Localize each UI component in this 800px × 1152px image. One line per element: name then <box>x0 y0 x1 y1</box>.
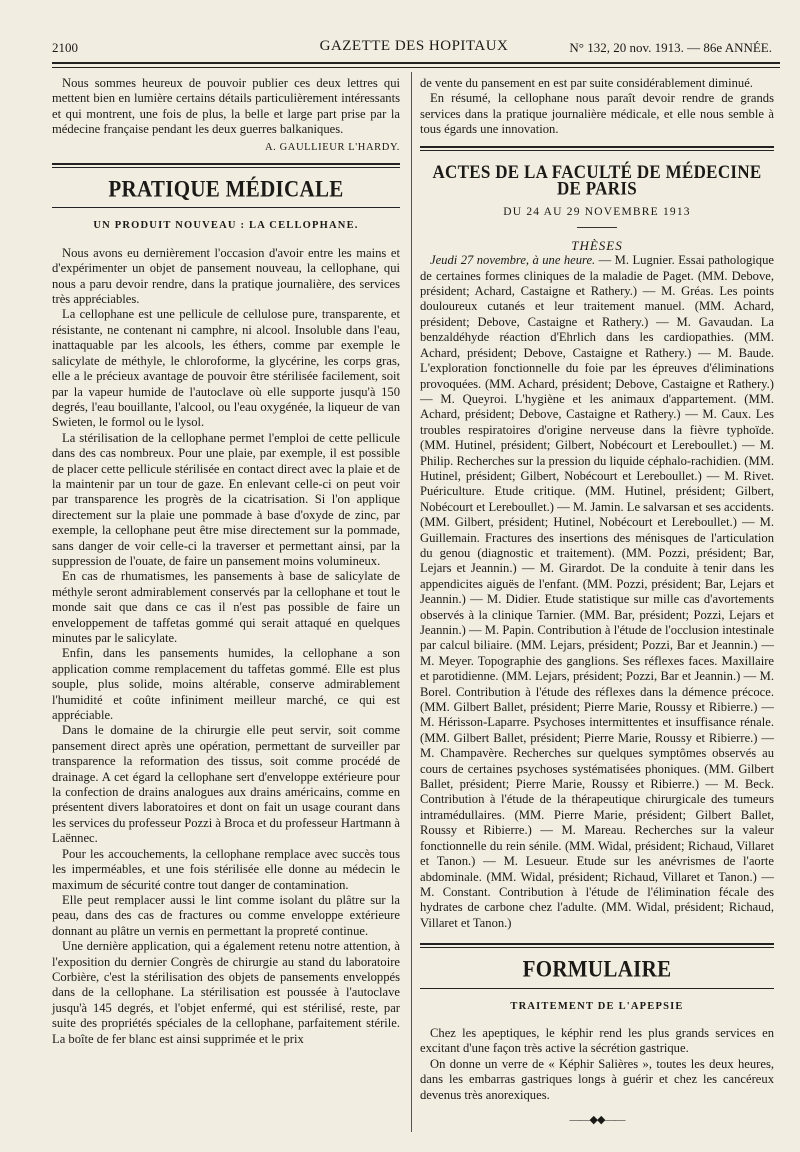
header-rule-thin <box>52 67 780 68</box>
paragraph: En cas de rhumatismes, les pansements à base de salicylate de méthyle seront admirablement conservés par la cellophane et tout le monde sait que dans ce cas il n'est pas possible de faire un enveloppement de taffetas gommé qui serait attaqué en quelques minutes par le salicylate. <box>52 569 400 645</box>
theses-paragraph <box>420 253 774 931</box>
formulaire-subtitle: TRAITEMENT DE L'APEPSIE <box>510 1000 684 1012</box>
theses-date: Jeudi 27 novembre, à une heure. <box>430 253 596 268</box>
section-title-pratique: PRATIQUE MÉDICALE <box>108 175 344 203</box>
left-column <box>52 76 400 1047</box>
paragraph: En résumé, la cellophane nous paraît devoir rendre de grands services dans la pratique journalière médicale, et elle nous semble à tous égards une innovation. <box>420 91 774 137</box>
paragraph: La stérilisation de la cellophane permet l'emploi de cette pellicule dans des cas nombreux. Pour une plaie, par exemple, il est possible de placer cette pellicule stérilisée en contact direct avec la plaie et de la maintenir par un tour de gaze. En enlevant celle-ci on peut voir par transparence les progrès de la cicatrisation. Si l'on applique directement sur la plaie une pommade à base d'oxyde de zinc, par exemple, la cellophane peut être mise directement sur la pommade, sans danger de voir celle-ci la traverser et permettant ainsi, par la suppression de l'ouate, de faire un pansement moins volumineux. <box>52 430 400 568</box>
paragraph: Pour les accouchements, la cellophane remplace avec succès tous les imperméables, et une fois stérilisée elle donne au médecin le maximum de sécurité contre tout danger de contamination. <box>52 846 400 892</box>
section-rule-thin <box>420 150 774 151</box>
section-rule-thin <box>52 167 400 168</box>
issue-info: N° 132, 20 nov. 1913. — 86e ANNÉE. <box>569 40 772 55</box>
section-rule <box>52 163 400 165</box>
column-separator <box>411 72 412 1132</box>
intro-paragraph: Nous sommes heureux de pouvoir publier ces deux lettres qui mettent bien en lumière certains détails particulièrement intéressants et qui montrent, une fois de plus, la belle et large part prise par la médecine française pendant les deux guerres balkaniques. <box>52 76 400 137</box>
running-header <box>52 40 776 60</box>
section-rule <box>420 943 774 945</box>
paragraph: Nous avons eu dernièrement l'occasion d'avoir entre les mains et d'expérimenter un objet de pansement nouveau, la cellophane, qui nous a paru devoir rendre, dans la pratique journalière, des services très appréciables. <box>52 245 400 307</box>
journal-title: GAZETTE DES HOPITAUX <box>319 38 509 54</box>
section-title-actes: ACTES DE LA FACULTÉ DE MÉDECINE DE PARIS <box>432 160 762 199</box>
theses-heading: THÈSES <box>571 237 623 253</box>
page-number: 2100 <box>52 40 78 55</box>
short-rule <box>577 227 617 228</box>
section-rule <box>420 146 774 148</box>
section-rule-thin <box>420 947 774 948</box>
paragraph: On donne un verre de « Képhir Salières », toutes les deux heures, dans les embarras gastriques longs à guérir et chez les cancéreux devenus très anorexiques. <box>420 1056 774 1102</box>
actes-subtitle: DU 24 AU 29 NOVEMBRE 1913 <box>503 206 691 219</box>
article-subtitle: UN PRODUIT NOUVEAU : LA CELLOPHANE. <box>93 220 359 232</box>
header-rule <box>52 62 780 64</box>
intro-signature: A. GAULLIEUR L'HARDY. <box>264 141 400 153</box>
paragraph: Dans le domaine de la chirurgie elle peut servir, soit comme pansement direct après une opération, permettant de surveiller par transparence la reformation des tissus, soit comme procédé de drainage. A cet égard la cellophane sert d'enveloppe extérieure pour la confection de drains analogues aux drains américains, comme en présentent divers laboratoires et dont on fait un usage courant dans les services du professeur Pozzi à Broca et du professeur Hartmann à Laënnec. <box>52 723 400 846</box>
theses-text: — M. Lugnier. Essai pathologique de certaines formes cliniques de la maladie de Paget. (MM. Debove, président; Achard, Castaigne et Rathery.) — M. Gréas. Les points douloureux cutanés et leur traitement manuel. (MM. Achard, président; Debove, Castaigne et Rathery.) — M. Gavaudan. La benzaldéhyde réaction d'Ehrlich dans les cardiopathies. (MM. Achard, président; Debove, Castaigne et Rathery.) — M. Baude. L'exploration fonctionnelle du foie par les épreuves d'éliminations provoquées. (MM. Achard, président; Debove, Castaigne et Rathery.) — M. Queyroi. L'hygiène et les animaux d'appartement. (MM. Achard, président; Debove, Castaigne et Rathery.) — M. Caux. Les troubles respiratoires d'origine nerveuse dans la fièvre typhoïde. (MM. Hutinel, président; Gilbert, Nobécourt et Lereboullet.) — M. Philip. Recherches sur la pression du liquide céphalo-rachidien. (MM. Hutinel, président; Gilbert, Nobécourt et Lereboullet.) — M. Rivet. Puériculture. Etude critique. (MM. Hutinel, président; Gilbert, Nobécourt et Lereboullet.) — M. Jamin. Le salvarsan et ses accidents. (MM. Gilbert, président; Hutinel, Nobécourt et Lereboullet.) — M. Guillemain. Fractures des insertions des ménisques de l'articulation du genou (diagnostic et traitement). (MM. Pozzi, président; Bar, Lejars et Jeannin.) — M. Girardot. De la conduite à tenir dans les appendicites aiguës de l'enfant. (MM. Pozzi, président; Bar, Lejars et Jeannin.) — M. Didier. Etude statistique sur mille cas d'avortements observés à la clinique Tarnier. (MM. Bar, président; Pozzi, Lejars et Jeannin.) — M. Papin. Contribution à l'étude de l'occlusion intestinale par calcul biliaire. (MM. Lejars, président; Pozzi, Bar et Jeannin.) — M. Meyer. Topographie des ganglions. Ses réflexes faces. Maxillaire et parotidienne. (MM. Lejars, président; Pozzi, Bar et Jeannin.) — M. Borel. Contribution à l'étude des réflexes dans la démence précoce. (MM. Gilbert Ballet, président; Pierre Marie, Roussy et Ribierre.) — M. Hérisson-Laparre. Psychoses intermittentes et insuffisance rénale. (MM. Gilbert Ballet, président; Pierre Marie, Roussy et Ribierre.) — M. Champavère. Recherches sur quelques symptômes observés au cours de certaines psychoses systématisées phoniques. (MM. Gilbert Ballet, président; Pierre Marie, Roussy et Ribierre.) — M. Beck. Contribution à l'étude de la thérapeutique chirurgicale des tumeurs intramédullaires. (MM. Pierre Marie, président; Gilbert Ballet, Roussy et Ribierre.) — M. Mareau. Recherches sur la valeur fonctionnelle du rein sénile. (MM. Widal, président; Richaud, Villaret et Tanon.) — M. Lesueur. Etude sur les anévrismes de l'aorte abdominale. (MM. Widal, président; Richaud, Villaret et Tanon.) — M. Constant. Contribution à l'étude de l'élimination fécale des hydrates de carbone chez l'adulte. (MM. Widal, président; Richaud, Villaret et Tanon.) <box>420 253 774 930</box>
section-rule-thin <box>420 988 774 989</box>
paragraph: Chez les apeptiques, le képhir rend les plus grands services en excitant d'une façon très active la sécrétion gastrique. <box>420 1025 774 1056</box>
intro-block <box>52 76 400 155</box>
paragraph: La cellophane est une pellicule de cellulose pure, transparente, et résistante, ne contenant ni camphre, ni alcool. Insoluble dans l'eau, inattaquable par les alcools, les éthers, comme par exemple le salicylate de méthyle, le chloroforme, la glycérine, les corps gras, elle a le précieux avantage de pouvoir être stérilisée facilement, soit par la vapeur humide de l'autoclave où elle supporte jusqu'à 150 degrés, l'eau bouillante, l'alcool, ou l'eau oxygénée, la liqueur de van Swieten, le formol ou le lysol. <box>52 307 400 430</box>
right-column <box>420 76 774 1138</box>
paragraph-continued: de vente du pansement en est par suite considérablement diminué. <box>420 76 753 90</box>
ornament-divider: ——◆◆—— <box>569 1113 625 1126</box>
section-title-formulaire: FORMULAIRE <box>522 955 672 983</box>
paragraph: Elle peut remplacer aussi le lint comme isolant du plâtre sur la peau, dans des cas de fractures ou comme enveloppe extérieure donnant au plâtre un vernis en permettant la propreté continue. <box>52 892 400 938</box>
section-rule-thin <box>52 207 400 208</box>
paragraph: Une dernière application, qui a également retenu notre attention, à l'exposition du dernier Congrès de chirurgie au stand du laboratoire Corbière, c'est la stérilisation des objets de pansements enveloppés dans de la cellophane. La stérilisation est poussée à l'autoclave jusqu'à 145 degrés, et l'objet enfermé, qui est stérilisé, reste, par suite des propriétés spéciales de la cellophane, parfaitement stérile. La boîte de fer blanc est ainsi supprimée et le prix <box>52 939 400 1046</box>
paragraph: Enfin, dans les pansements humides, la cellophane a son application comme remplacement du taffetas gommé. Elle est plus souple, plus solide, moins altérable, conserve admirablement l'humidité et coûte infiniment meilleur marché, ce qui est appréciable. <box>52 646 400 723</box>
